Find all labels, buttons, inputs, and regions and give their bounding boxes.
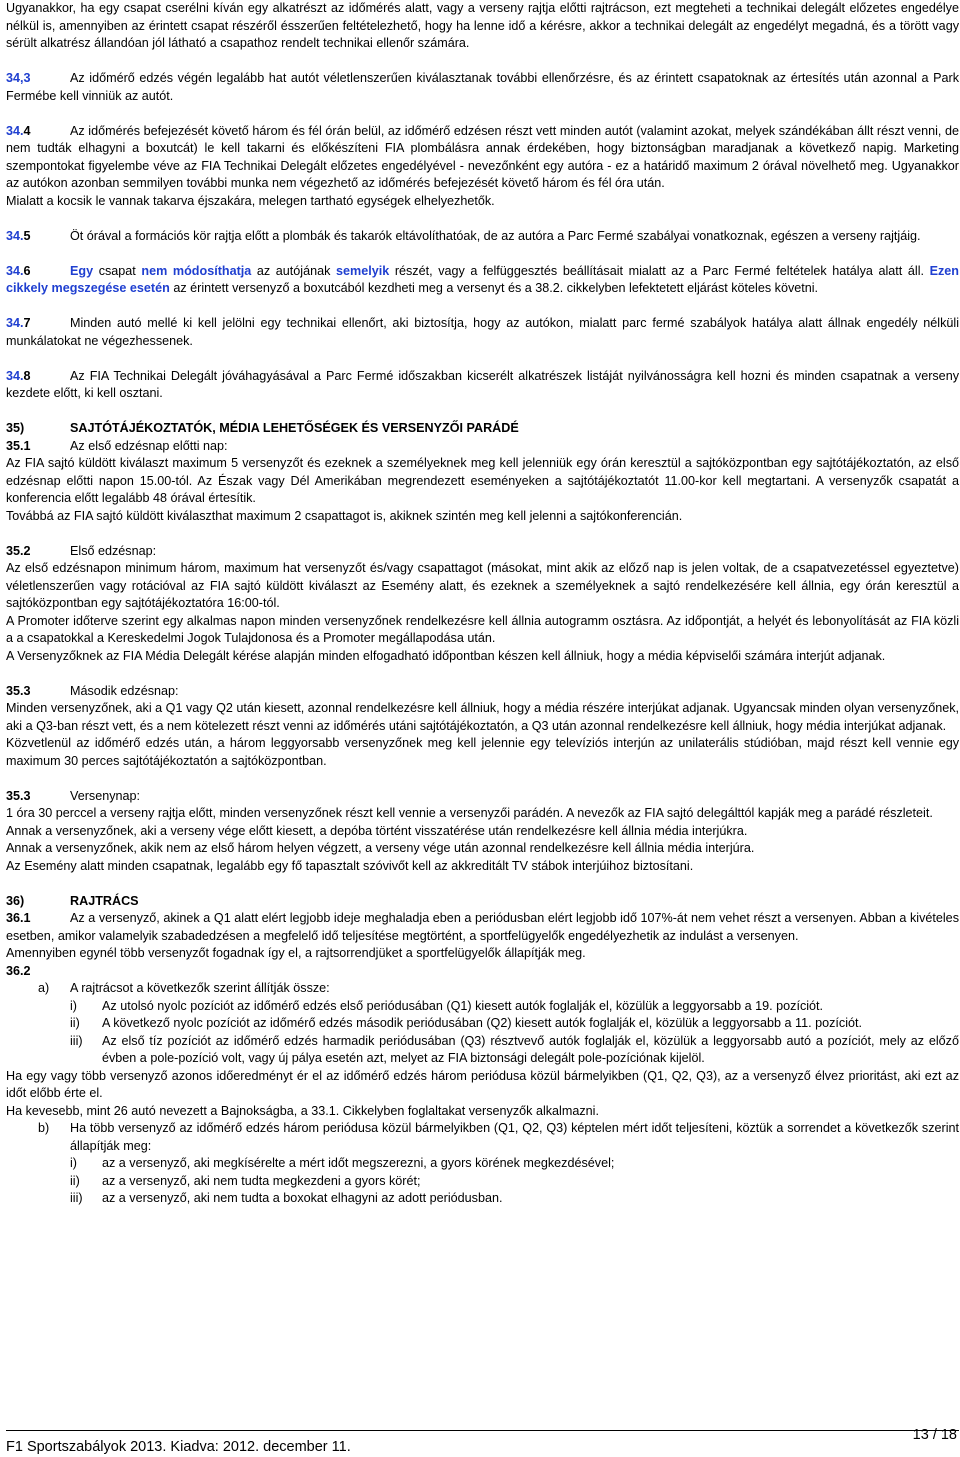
intro-paragraph: Ugyanakkor, ha egy csapat cserélni kíván egy alkatrészt az időmérés alatt, vagy a verseny rajtja előtti rajtrácson, ezt megteheti a technikai delegált előzetes engedélye nélkül is, amennyiben az érintett csapat részéről ésszerűen feltételezhető, hogy ha lenne idő a kérésre, akkor a technikai delegált az engedélyt megadná, és a törött vagy sérült alkatrész állandóan jól látható a csapathoz rendelt technikai ellenőr számára. <box>6 1 959 50</box>
list-item-text: az a versenyző, aki megkísérelte a mért időt megszerezni, a gyors körének megkezdésével; <box>102 1156 615 1170</box>
article-36-2: 36.2 a) A rajtrácsot a következők szerint állítják össze: i) Az utolsó nyolc pozíciót az időmérő edzés első periódusában (Q1) kiesett autók foglalják el, közülük a leggyorsabb a 19. pozíciót. ii) A következő nyolc pozíciót az időmérő edzés második periódusában (Q2) kiesett autók foglalják el, közülük a leggyorsabb a 11. pozíciót. iii) Az első tíz pozíciót az időmérő edzés harmadik periódusában (Q3) résztvevő autók foglalják el, közülük a leggyorsabb autó a pozíciót, mely az előző évben a pole-pozíció volt, vagy új pálya esetén azt, melyet az FIA biztonsági delegált pole-pozíciónak kijelöl. Ha egy vagy több versenyző azonos időeredményt ér el az időmérő edzés három periódusa közül bármelyikben (Q1, Q2, Q3), az a versenyző élvez prioritást, aki ezt az időt előbb érte el. Ha kevesebb, mint 26 autó nevezett a Bajnokságba, a 33.1. Cikkelyben foglaltakat versenyzők alkalmazni. b) Ha több versenyző az időmérő edzés három periódusa közül bármelyikben (Q1, Q2, Q3) képtelen mért időt teljesíteni, köztük a sorrendet a következők szerint állapítják meg: i) az a versenyző, aki megkísérelte a mért időt megszerezni, a gyors körének megkezdésével; ii) az a versenyző, aki nem tudta megkezdeni a gyors körét; iii) az a versenyző, aki nem tudta a boxokat elhagyni az adott periódusban. <box>6 963 959 1208</box>
list-item-text: az a versenyző, aki nem tudta a boxokat elhagyni az adott periódusban. <box>102 1191 503 1205</box>
page-number: 13 / 18 <box>912 1427 957 1443</box>
article-34-6: 34.6 Egy csapat nem módosíthatja az autójának semelyik részét, vagy a felfüggesztés beállításait mialatt az a Parc Fermé feltételek hatálya alatt áll. Ezen cikkely megszegése esetén az érintett versenyző a boxutcából kezdheti meg a versenyt és a 38.2. cikkelyben lefektetett eljárást köteles követni. <box>6 263 959 295</box>
article-35-1: 35.1 Az első edzésnap előtti nap: Az FIA sajtó küldött kiválaszt maximum 5 versenyzőt és ezeknek a személyeknek meg kell jelenniük egy órán keresztül a sajtóközpontban egy sajtótájékoztatón, az első edzésnap előtti napon 15.00-tól. Az Észak vagy Dél Amerikában megrendezett eseményeken a sajtótájékoztatót 11.00-kor kell megtartani. A versenyzők csapatát a konferencia előtt legalább 48 órával értesítik. Továbbá az FIA sajtó küldött kiválaszthat maximum 2 csapattagot is, akiknek szintén meg kell jelenni a sajtókonferencián. <box>6 438 959 523</box>
list-item-label: iii) <box>70 1033 83 1048</box>
list-item-label: i) <box>70 998 77 1013</box>
section-36-heading: 36) RAJTRÁCS <box>6 893 139 908</box>
article-34-7 <box>6 315 959 350</box>
article-number: 34.5 <box>6 228 31 243</box>
article-text-2: Mialatt a kocsik le vannak takarva éjszakára, melegen tartható egységek elhelyezhetők. <box>6 193 495 208</box>
list-item-text: A következő nyolc pozíciót az időmérő edzés második periódusában (Q2) kiesett autók foglalják el, közülük a leggyorsabb a 11. pozíciót. <box>102 1016 863 1030</box>
article-34-3 <box>6 70 959 105</box>
list-item <box>70 1015 959 1033</box>
list-item-label: ii) <box>70 1016 80 1030</box>
list-item-label: ii) <box>70 1173 80 1188</box>
article-number: 34.4 <box>6 123 31 138</box>
article-34-5 <box>6 228 959 246</box>
list-item <box>70 1033 959 1068</box>
article-34-8 <box>6 368 959 403</box>
list-a-items <box>6 998 959 1068</box>
document-page <box>6 0 959 1208</box>
list-item <box>70 998 959 1016</box>
list-item-text: Az első tíz pozíciót az időmérő edzés harmadik periódusában (Q3) résztvevő autók foglalják el, közülük a leggyorsabb autó a pozíciót, mely az előző évben a pole-pozíció volt, vagy új pálya esetén azt, melyet az FIA biztonsági delegált pole-pozíciónak kijelöl. <box>102 1033 959 1065</box>
page-footer <box>6 1427 959 1457</box>
article-36-1: 36.1 Az a versenyző, akinek a Q1 alatt elért legjobb ideje meghaladja eben a periódusban elért legjobb idő 107%-át nem vehet részt a versenyen. Abban a kivételes esetben, amikor valamelyik szabadedzésen a megfelelő idő teljesítése megtörtént, a sportfelügyelők engedélyezhetik az indulást a versenyen. Amennyiben egynél több versenyzőt fogadnak így el, a rajtsorrendjüket a sportfelügyelők állapítják meg. <box>6 911 959 960</box>
list-item-a: a) A rajtrácsot a következők szerint állítják össze: <box>38 981 330 995</box>
list-item-label: i) <box>70 1156 77 1170</box>
article-number: 34.7 <box>6 316 31 330</box>
list-item-text: az a versenyző, aki nem tudta megkezdeni a gyors körét; <box>102 1173 421 1188</box>
article-number: 34.6 <box>6 263 31 278</box>
article-35-2: 35.2 Első edzésnap: Az első edzésnapon minimum három, maximum hat versenyzőt és/vagy csapattagot (másokat, mint akik az előző nap is jelen voltak, de a csapatvezetéssel egyeztetve) véletlenszerűen vagy rotációval az FIA sajtó küldött kiválaszt az Esemény alatt, és ezeknek a személyeknek a sajtó rendelkezésére kell állnia, egy órán keresztül a sajtóközpontban egy sajtótájékoztatóra 16:00-tól. A Promoter időterve szerint egy alkalmas napon minden versenyzőnek rendelkezésre kell állnia autogramm osztásra. Az időpontját, a helyét és lebonyolítását az FIA közli a a csapatokkal a Kereskedelmi Jogok Tulajdonosa és a Promoter megállapodása után. A Versenyzőknek az FIA Média Delegált kérése alapján minden elfogadható időpontban készen kell állniuk, hogy a média képviselői számára interjút adjanak. <box>6 543 959 663</box>
article-34-4 <box>6 123 959 211</box>
article-text: Az időmérő edzés végén legalább hat autót véletlenszerűen kiválasztanak további ellenőrzésre, és az érintett csapatoknak az értesítés után azonnal a Park Fermébe kell vinniük az autót. <box>6 71 959 103</box>
list-item-text: Az utolsó nyolc pozíciót az időmérő edzés első periódusában (Q1) kiesett autók foglalják el, közülük a leggyorsabb a 19. pozíciót. <box>102 998 824 1013</box>
list-b-items <box>6 1155 959 1208</box>
list-item-label: iii) <box>70 1191 83 1205</box>
article-text: Az FIA Technikai Delegált jóváhagyásával a Parc Fermé időszakban kicserélt alkatrészek listáját nyilvánosságra kell hozni és minden csapatnak a verseny kezdete előtt, ki kell osztani. <box>6 368 959 400</box>
article-number: 34,3 <box>6 71 31 85</box>
article-text: Az időmérés befejezését követő három és fél órán belül, az időmérő edzésen részt vett minden autót (valamint azokat, melyek szándékában állt részt venni, de nem tudták elhagyni a boxutcát) le kell takarni és előkészíteni FIA plombálásra annak érdekében, hogy biztonságban maradjanak a következő napig. Marketing szempontokat figyelembe véve az FIA Technikai Delegált előzetes engedélyével - nevezőnként egy autóra - ez a határidő maximum 2 órával növelhető meg. Ugyanakkor az autókon azonban semmilyen további munka nem végezhető az időmérés befejezését követő három és fél óra után. <box>6 123 959 190</box>
article-35-3: 35.3 Második edzésnap: Minden versenyzőnek, aki a Q1 vagy Q2 után kiesett, azonnal rendelkezésre kell állniuk, hogy a média részére interjúkat adjanak. Ugyancsak minden olyan versenyzőnek, aki a Q3-ban részt vett, és a nem kötelezett részt venni az időmérés utáni sajtótájékoztatón, a Q3 után azonnal rendelkezésre kell állniuk, hogy média interjúkat adjanak. Közvetlenül az időmérő edzés után, a három leggyorsabb versenyzőnek meg kell jelennie egy televíziós interjún az unilaterális stúdióban, majd részt kell vennie egy maximum 30 perces sajtótájékoztatón a sajtóközpontban. <box>6 683 959 768</box>
list-item <box>70 1155 959 1173</box>
article-text: Minden autó mellé ki kell jelölni egy technikai ellenőrt, aki biztosítja, hogy az autókon, mialatt parc fermé szabályok hatálya alatt állnak engedély nélküli munkálatokat ne végezhessenek. <box>6 316 959 348</box>
article-35-3-raceday: 35.3 Versenynap: 1 óra 30 perccel a verseny rajtja előtt, minden versenyzőnek részt kell vennie a versenyzői parádén. A nevezők az FIA sajtó delegálttól kapják meg a parádé részleteit. Annak a versenyzőnek, aki a verseny vége előtt kiesett, a depóba történt visszatérése után rendelkezésre kell állnia média interjúkra. Annak a versenyzőnek, akik nem az első három helyen végzett, a verseny vége után azonnal rendelkezésre kell állnia média interjúra. Az Esemény alatt minden csapatnak, legalább egy fő tapasztalt szóvivőt kell az akkreditált TV stábok interjúihoz biztosítani. <box>6 788 933 873</box>
footer-document-title: F1 Sportszabályok 2013. Kiadva: 2012. december 11. <box>6 1439 351 1455</box>
section-35-heading: 35) SAJTÓTÁJÉKOZTATÓK, MÉDIA LEHETŐSÉGEK ÉS VERSENYZŐI PARÁDÉ <box>6 421 519 435</box>
list-item-b: b) Ha több versenyző az időmérő edzés három periódusa közül bármelyikben (Q1, Q2, Q3) képtelen mért időt teljesíteni, köztük a sorrendet a következők szerint állapítják meg: <box>38 1121 959 1153</box>
article-text: Öt órával a formációs kör rajtja előtt a plombák és takarók eltávolíthatóak, de az autóra a Parc Fermé szabályai vonatkoznak, egészen a verseny rajtjáig. <box>70 228 921 243</box>
article-number: 34.8 <box>6 368 31 383</box>
list-item <box>70 1190 959 1208</box>
list-item <box>70 1173 959 1191</box>
